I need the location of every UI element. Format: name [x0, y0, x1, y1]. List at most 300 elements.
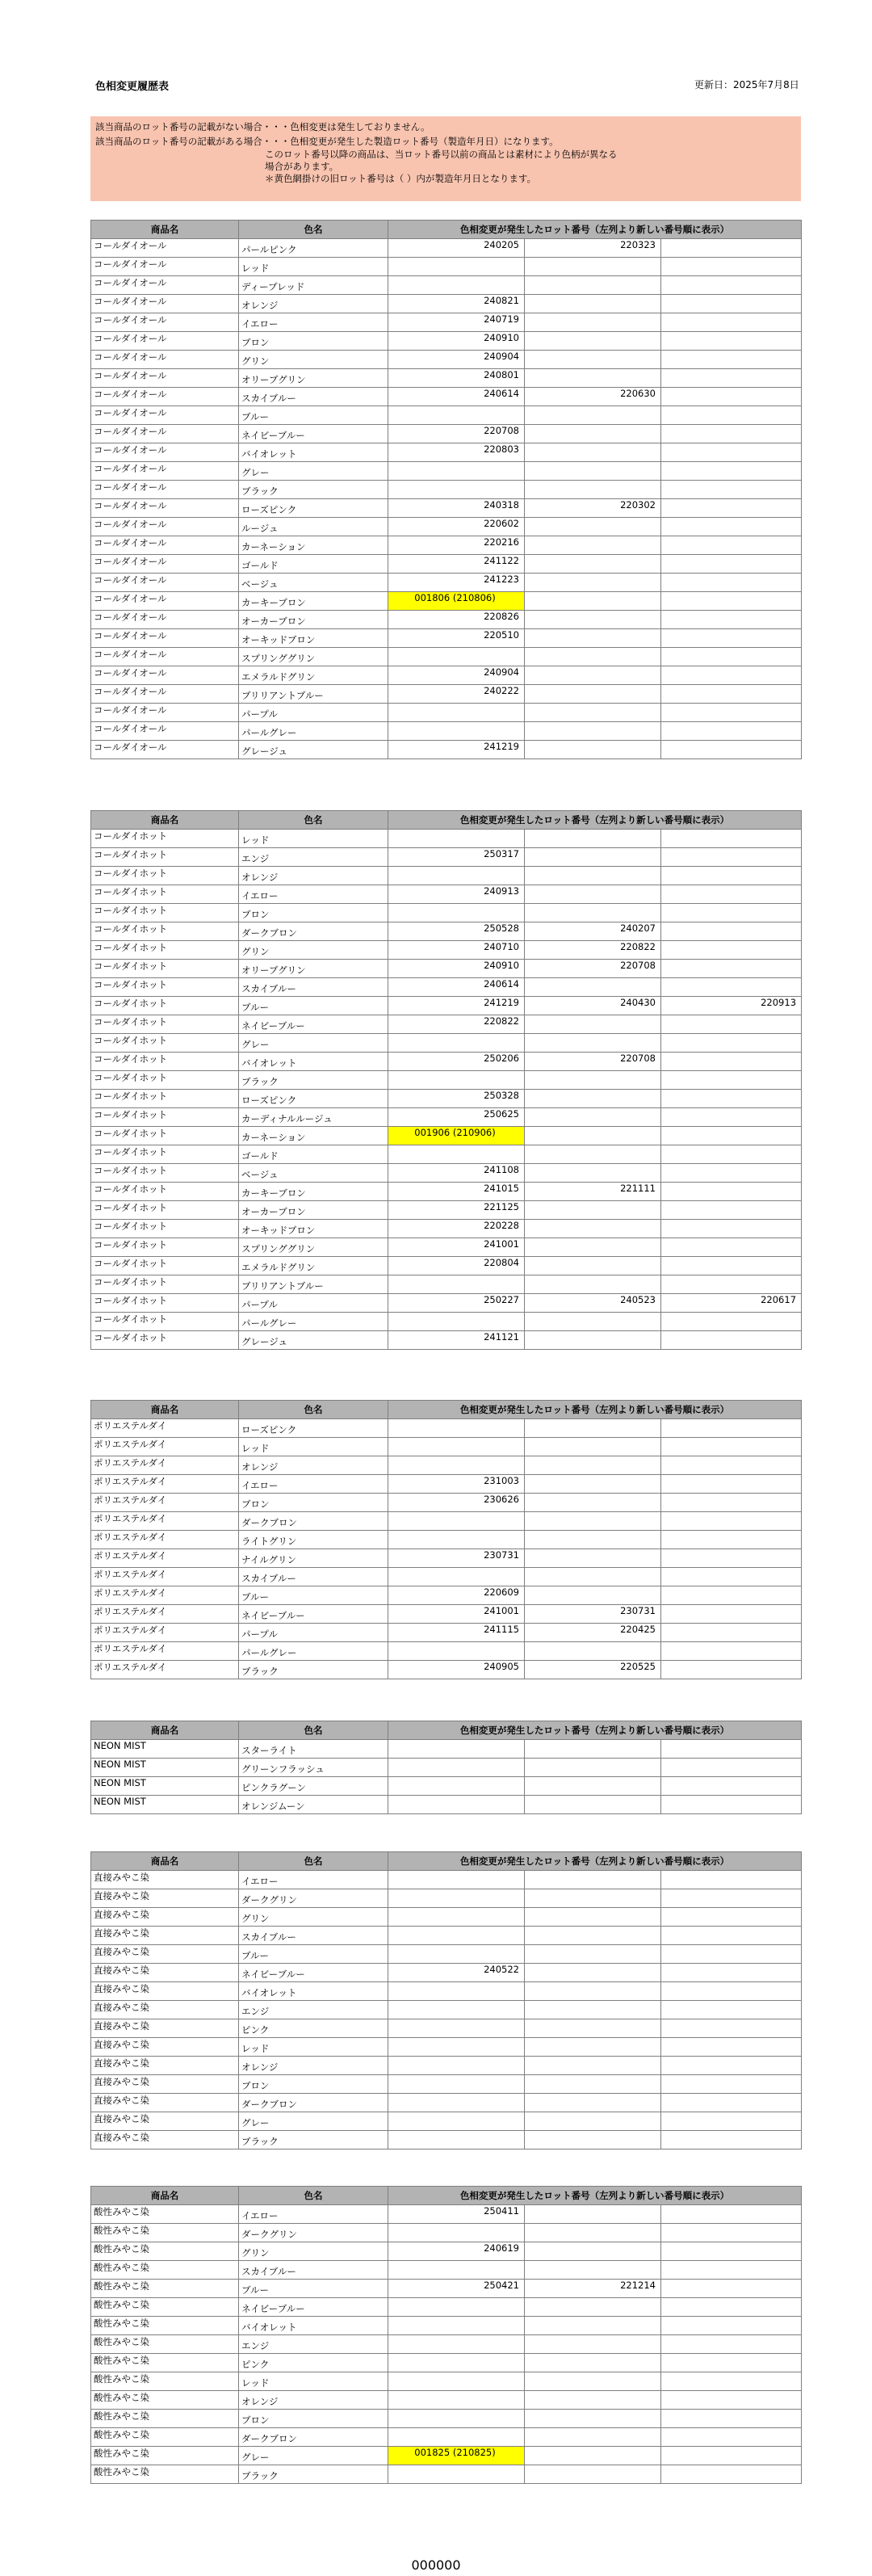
lot-cell — [388, 2038, 525, 2057]
color-cell: ダークブロン — [239, 2428, 388, 2447]
product-cell: コールダイオール — [91, 592, 239, 611]
lot-table — [90, 1851, 802, 2149]
lot-cell — [525, 1531, 661, 1549]
lot-cell — [388, 2317, 525, 2335]
lot-cell: 221214 — [525, 2280, 661, 2298]
lot-cell: 240821 — [388, 295, 525, 313]
product-cell: 直接みやこ染 — [91, 2038, 239, 2057]
lot-cell — [388, 867, 525, 885]
lot-cell — [525, 1586, 661, 1605]
lot-cell — [661, 1145, 802, 1164]
lot-cell: 240719 — [388, 313, 525, 332]
lot-cell: 230626 — [388, 1494, 525, 1512]
updated-date: 更新日：2025年7月8日 — [694, 79, 799, 90]
color-cell: エンジ — [239, 2335, 388, 2354]
color-cell: グレー — [239, 2112, 388, 2131]
product-cell: ポリエステルダイ — [91, 1568, 239, 1586]
lot-cell — [525, 648, 661, 666]
color-cell: スカイブルー — [239, 1568, 388, 1586]
lot-cell — [525, 276, 661, 295]
table-row — [91, 885, 802, 904]
lot-cell — [525, 592, 661, 611]
lot-table — [90, 2186, 802, 2484]
lot-cell: 250206 — [388, 1053, 525, 1071]
color-cell: オーカーブロン — [239, 611, 388, 629]
lot-cell — [661, 1475, 802, 1494]
table-row — [91, 2242, 802, 2261]
table-row — [91, 1145, 802, 1164]
lot-cell — [525, 2205, 661, 2224]
color-cell: グリン — [239, 351, 388, 369]
lot-cell — [661, 666, 802, 685]
color-cell: オレンジ — [239, 1456, 388, 1475]
lot-cell — [388, 1071, 525, 1090]
lot-cell — [525, 2335, 661, 2354]
header-lots: 色相変更が発生したロット番号（左列より新しい番号順に表示） — [388, 1401, 802, 1419]
product-cell: 直接みやこ染 — [91, 1945, 239, 1964]
table-row — [91, 2224, 802, 2242]
lot-cell — [388, 704, 525, 722]
lot-cell — [661, 1053, 802, 1071]
lot-table — [90, 1400, 802, 1679]
color-cell: スプリンググリン — [239, 648, 388, 666]
lot-cell — [661, 2372, 802, 2391]
lot-cell — [661, 1777, 802, 1796]
lot-cell — [661, 904, 802, 922]
product-cell: コールダイホット — [91, 1294, 239, 1313]
lot-cell — [525, 704, 661, 722]
color-cell: ブルー — [239, 2280, 388, 2298]
notice-line-3: このロット番号以降の商品は、当ロット番号以前の商品とは素材により色柄が異なる — [265, 149, 618, 160]
lot-cell — [661, 1908, 802, 1927]
table-row — [91, 518, 802, 536]
color-cell: レッド — [239, 830, 388, 848]
table-row — [91, 2447, 802, 2465]
color-cell: ダークグリン — [239, 2224, 388, 2242]
product-cell: コールダイホット — [91, 1275, 239, 1294]
table-row — [91, 1889, 802, 1908]
color-cell: ネイビーブルー — [239, 2298, 388, 2317]
lot-cell — [525, 1145, 661, 1164]
lot-cell — [661, 1531, 802, 1549]
product-cell: コールダイオール — [91, 685, 239, 704]
lot-cell — [661, 1238, 802, 1257]
lot-cell: 240222 — [388, 685, 525, 704]
lot-cell — [525, 685, 661, 704]
product-cell: 酸性みやこ染 — [91, 2465, 239, 2484]
lot-cell — [525, 1438, 661, 1456]
product-cell: 直接みやこ染 — [91, 2094, 239, 2112]
table-row — [91, 2094, 802, 2112]
lot-cell — [661, 1964, 802, 1982]
lot-cell — [388, 1927, 525, 1945]
lot-cell — [661, 1796, 802, 1814]
table-row — [91, 2057, 802, 2075]
lot-cell — [661, 1438, 802, 1456]
product-cell: 直接みやこ染 — [91, 2057, 239, 2075]
table-row — [91, 2372, 802, 2391]
color-cell: ブラック — [239, 1661, 388, 1679]
lot-cell — [525, 462, 661, 481]
lot-cell: 220822 — [388, 1015, 525, 1034]
lot-cell — [661, 1586, 802, 1605]
lot-cell — [525, 2317, 661, 2335]
lot-cell — [525, 1419, 661, 1438]
product-cell: ポリエステルダイ — [91, 1642, 239, 1661]
color-cell: ゴールド — [239, 555, 388, 574]
table-row — [91, 867, 802, 885]
table-row — [91, 960, 802, 978]
product-cell: コールダイホット — [91, 960, 239, 978]
lot-cell: 220804 — [388, 1257, 525, 1275]
color-cell: ブラック — [239, 1071, 388, 1090]
product-cell: コールダイオール — [91, 351, 239, 369]
lot-cell: 241115 — [388, 1624, 525, 1642]
lot-cell — [661, 1164, 802, 1183]
lot-cell — [525, 1871, 661, 1889]
lot-cell: 240910 — [388, 332, 525, 351]
product-cell: 酸性みやこ染 — [91, 2410, 239, 2428]
lot-cell — [525, 2038, 661, 2057]
lot-cell — [661, 1183, 802, 1201]
lot-cell — [388, 1531, 525, 1549]
table-row — [91, 2428, 802, 2447]
product-cell: 直接みやこ染 — [91, 1871, 239, 1889]
lot-cell — [661, 960, 802, 978]
lot-cell: 240619 — [388, 2242, 525, 2261]
color-cell: グリン — [239, 1908, 388, 1927]
lot-cell — [525, 1238, 661, 1257]
table-row — [91, 369, 802, 388]
lot-cell — [388, 406, 525, 425]
color-cell: スプリンググリン — [239, 1238, 388, 1257]
color-cell: レッド — [239, 2372, 388, 2391]
color-cell: オリーブグリン — [239, 369, 388, 388]
lot-cell — [661, 1201, 802, 1220]
lot-table — [90, 1721, 802, 1814]
lot-cell — [661, 1927, 802, 1945]
product-cell: コールダイオール — [91, 369, 239, 388]
lot-cell — [661, 741, 802, 759]
product-cell: コールダイオール — [91, 425, 239, 443]
table-row — [91, 1568, 802, 1586]
table-row — [91, 574, 802, 592]
lot-cell — [388, 1777, 525, 1796]
table-header-row — [91, 221, 802, 239]
lot-cell — [388, 1275, 525, 1294]
table-row — [91, 1945, 802, 1964]
color-cell: イエロー — [239, 313, 388, 332]
lot-cell: 250317 — [388, 848, 525, 867]
table-row — [91, 1549, 802, 1568]
lot-cell — [388, 722, 525, 741]
lot-cell: 220510 — [388, 629, 525, 648]
header-lots: 色相変更が発生したロット番号（左列より新しい番号順に表示） — [388, 2187, 802, 2205]
color-cell: パールグレー — [239, 1313, 388, 1331]
color-cell: ブロン — [239, 1494, 388, 1512]
lot-cell — [388, 1796, 525, 1814]
product-cell: 直接みやこ染 — [91, 2112, 239, 2131]
notice-box — [90, 116, 801, 201]
product-cell: ポリエステルダイ — [91, 1549, 239, 1568]
lot-cell: 241001 — [388, 1605, 525, 1624]
lot-table — [90, 810, 802, 1350]
table-row — [91, 1624, 802, 1642]
product-cell: 直接みやこ染 — [91, 1908, 239, 1927]
lot-cell — [525, 2428, 661, 2447]
lot-cell: 221125 — [388, 1201, 525, 1220]
product-cell: コールダイホット — [91, 885, 239, 904]
lot-cell: 001906 (210906) — [388, 1127, 525, 1145]
header-color: 色名 — [239, 2187, 388, 2205]
color-cell: スカイブルー — [239, 1927, 388, 1945]
table-row — [91, 258, 802, 276]
lot-cell — [525, 885, 661, 904]
table-row — [91, 685, 802, 704]
table-row — [91, 1531, 802, 1549]
lot-cell — [525, 295, 661, 313]
color-cell: オリーブグリン — [239, 960, 388, 978]
lot-cell: 220617 — [661, 1294, 802, 1313]
lot-cell — [525, 2057, 661, 2075]
table-row — [91, 629, 802, 648]
lot-cell: 231003 — [388, 1475, 525, 1494]
product-cell: コールダイホット — [91, 1015, 239, 1034]
lot-cell — [388, 1889, 525, 1908]
product-cell: コールダイオール — [91, 518, 239, 536]
color-cell: ルージュ — [239, 518, 388, 536]
lot-cell — [661, 2038, 802, 2057]
lot-cell — [388, 2019, 525, 2038]
lot-cell — [661, 1549, 802, 1568]
color-cell: ネイビーブルー — [239, 1964, 388, 1982]
table-row — [91, 1661, 802, 1679]
lot-cell — [388, 1313, 525, 1331]
table-row — [91, 388, 802, 406]
color-cell: スカイブルー — [239, 978, 388, 997]
table-row — [91, 722, 802, 741]
product-cell: 酸性みやこ染 — [91, 2224, 239, 2242]
lot-cell — [661, 1275, 802, 1294]
product-cell: 酸性みやこ染 — [91, 2261, 239, 2280]
table-row — [91, 1605, 802, 1624]
color-cell: オーキッドブロン — [239, 629, 388, 648]
product-cell: コールダイホット — [91, 1201, 239, 1220]
product-cell: コールダイホット — [91, 904, 239, 922]
product-cell: コールダイホット — [91, 1034, 239, 1053]
lot-cell — [661, 685, 802, 704]
table-row — [91, 848, 802, 867]
color-cell: イエロー — [239, 1871, 388, 1889]
lot-cell: 220826 — [388, 611, 525, 629]
lot-cell — [388, 1642, 525, 1661]
lot-cell — [388, 2372, 525, 2391]
lot-cell: 250328 — [388, 1090, 525, 1108]
color-cell: バイオレット — [239, 443, 388, 462]
lot-cell — [388, 258, 525, 276]
lot-cell — [525, 867, 661, 885]
product-cell: 酸性みやこ染 — [91, 2447, 239, 2465]
lot-cell — [661, 258, 802, 276]
product-cell: コールダイオール — [91, 722, 239, 741]
table-row — [91, 239, 802, 258]
product-cell: NEON MIST — [91, 1777, 239, 1796]
table-row — [91, 1796, 802, 1814]
table-row — [91, 332, 802, 351]
product-cell: ポリエステルダイ — [91, 1661, 239, 1679]
lot-cell — [661, 2112, 802, 2131]
table-row — [91, 555, 802, 574]
lot-cell: 240614 — [388, 388, 525, 406]
product-cell: 酸性みやこ染 — [91, 2372, 239, 2391]
color-cell: ゴールド — [239, 1145, 388, 1164]
color-cell: カーディナルルージュ — [239, 1108, 388, 1127]
color-cell: カーキーブロン — [239, 592, 388, 611]
lot-cell: 250421 — [388, 2280, 525, 2298]
lot-cell — [525, 1512, 661, 1531]
color-cell: ダークブロン — [239, 922, 388, 941]
product-cell: 酸性みやこ染 — [91, 2205, 239, 2224]
document-title: 色相変更履歴表 — [95, 81, 170, 93]
product-cell: コールダイオール — [91, 536, 239, 555]
lot-cell — [388, 1419, 525, 1438]
lot-cell — [661, 1015, 802, 1034]
product-cell: NEON MIST — [91, 1759, 239, 1777]
lot-cell — [388, 481, 525, 499]
table-row — [91, 1927, 802, 1945]
color-cell: ブロン — [239, 904, 388, 922]
lot-cell — [525, 1275, 661, 1294]
lot-cell — [661, 295, 802, 313]
lot-cell — [525, 258, 661, 276]
table-row — [91, 536, 802, 555]
color-cell: ブルー — [239, 1586, 388, 1605]
table-row — [91, 1275, 802, 1294]
color-cell: イエロー — [239, 2205, 388, 2224]
lot-cell — [525, 741, 661, 759]
lot-cell — [661, 722, 802, 741]
product-cell: ポリエステルダイ — [91, 1456, 239, 1475]
lot-cell — [525, 1568, 661, 1586]
lot-cell — [525, 1071, 661, 1090]
color-cell: バイオレット — [239, 2317, 388, 2335]
lot-cell: 220216 — [388, 536, 525, 555]
table-row — [91, 2335, 802, 2354]
color-cell: ネイビーブルー — [239, 1015, 388, 1034]
lot-cell — [525, 1456, 661, 1475]
table-row — [91, 1871, 802, 1889]
color-cell: ローズピンク — [239, 499, 388, 518]
color-cell: オレンジ — [239, 867, 388, 885]
color-cell: オーキッドブロン — [239, 1220, 388, 1238]
table-row — [91, 1015, 802, 1034]
table-row — [91, 1238, 802, 1257]
table-row — [91, 2354, 802, 2372]
lot-cell: 240207 — [525, 922, 661, 941]
color-cell: エンジ — [239, 2001, 388, 2019]
color-cell: ブロン — [239, 2075, 388, 2094]
lot-cell — [661, 332, 802, 351]
product-cell: コールダイオール — [91, 741, 239, 759]
lot-cell — [525, 1220, 661, 1238]
color-cell: レッド — [239, 258, 388, 276]
table-row — [91, 1034, 802, 1053]
lot-cell — [661, 2075, 802, 2094]
lot-cell — [525, 2410, 661, 2428]
lot-cell — [388, 1438, 525, 1456]
color-cell: グリーンフラッシュ — [239, 1759, 388, 1777]
lot-cell — [525, 1927, 661, 1945]
lot-cell — [525, 1201, 661, 1220]
lot-cell — [661, 1090, 802, 1108]
lot-cell — [525, 2094, 661, 2112]
lot-cell — [388, 2261, 525, 2280]
color-cell: パールグレー — [239, 1642, 388, 1661]
lot-cell — [661, 629, 802, 648]
lot-cell — [388, 830, 525, 848]
lot-cell — [525, 1164, 661, 1183]
table-row — [91, 592, 802, 611]
table-row — [91, 276, 802, 295]
table-row — [91, 425, 802, 443]
lot-cell — [525, 555, 661, 574]
color-cell: スターライト — [239, 1740, 388, 1759]
product-cell: コールダイオール — [91, 462, 239, 481]
lot-cell — [525, 332, 661, 351]
lot-cell — [661, 1108, 802, 1127]
lot-cell: 220913 — [661, 997, 802, 1015]
lot-cell — [525, 481, 661, 499]
product-cell: コールダイオール — [91, 258, 239, 276]
header-product: 商品名 — [91, 1721, 239, 1740]
color-cell: イエロー — [239, 1475, 388, 1494]
lot-cell — [661, 2131, 802, 2149]
product-cell: 直接みやこ染 — [91, 2131, 239, 2149]
lot-cell — [525, 611, 661, 629]
product-cell: 直接みやこ染 — [91, 1964, 239, 1982]
color-cell: ベージュ — [239, 1164, 388, 1183]
product-cell: コールダイホット — [91, 997, 239, 1015]
color-cell: ブロン — [239, 332, 388, 351]
table-row — [91, 1982, 802, 2001]
product-cell: コールダイホット — [91, 848, 239, 867]
page-number: 000000 — [411, 2557, 461, 2573]
lot-cell — [388, 2075, 525, 2094]
lot-cell: 241219 — [388, 741, 525, 759]
lot-cell — [661, 574, 802, 592]
lot-cell — [525, 369, 661, 388]
lot-cell — [388, 2391, 525, 2410]
table-row — [91, 978, 802, 997]
lot-cell — [388, 2057, 525, 2075]
product-cell: コールダイホット — [91, 1164, 239, 1183]
table-row — [91, 2465, 802, 2484]
lot-cell: 220425 — [525, 1624, 661, 1642]
color-cell: ダークブロン — [239, 1512, 388, 1531]
product-cell: コールダイオール — [91, 388, 239, 406]
lot-cell: 240904 — [388, 666, 525, 685]
lot-cell — [661, 536, 802, 555]
color-cell: ブラック — [239, 2465, 388, 2484]
color-cell: ブルー — [239, 406, 388, 425]
lot-cell — [661, 1945, 802, 1964]
table-row — [91, 1777, 802, 1796]
lot-cell — [661, 2242, 802, 2261]
color-cell: オレンジ — [239, 2391, 388, 2410]
product-cell: 直接みやこ染 — [91, 2075, 239, 2094]
lot-cell — [661, 351, 802, 369]
lot-cell — [661, 1740, 802, 1759]
